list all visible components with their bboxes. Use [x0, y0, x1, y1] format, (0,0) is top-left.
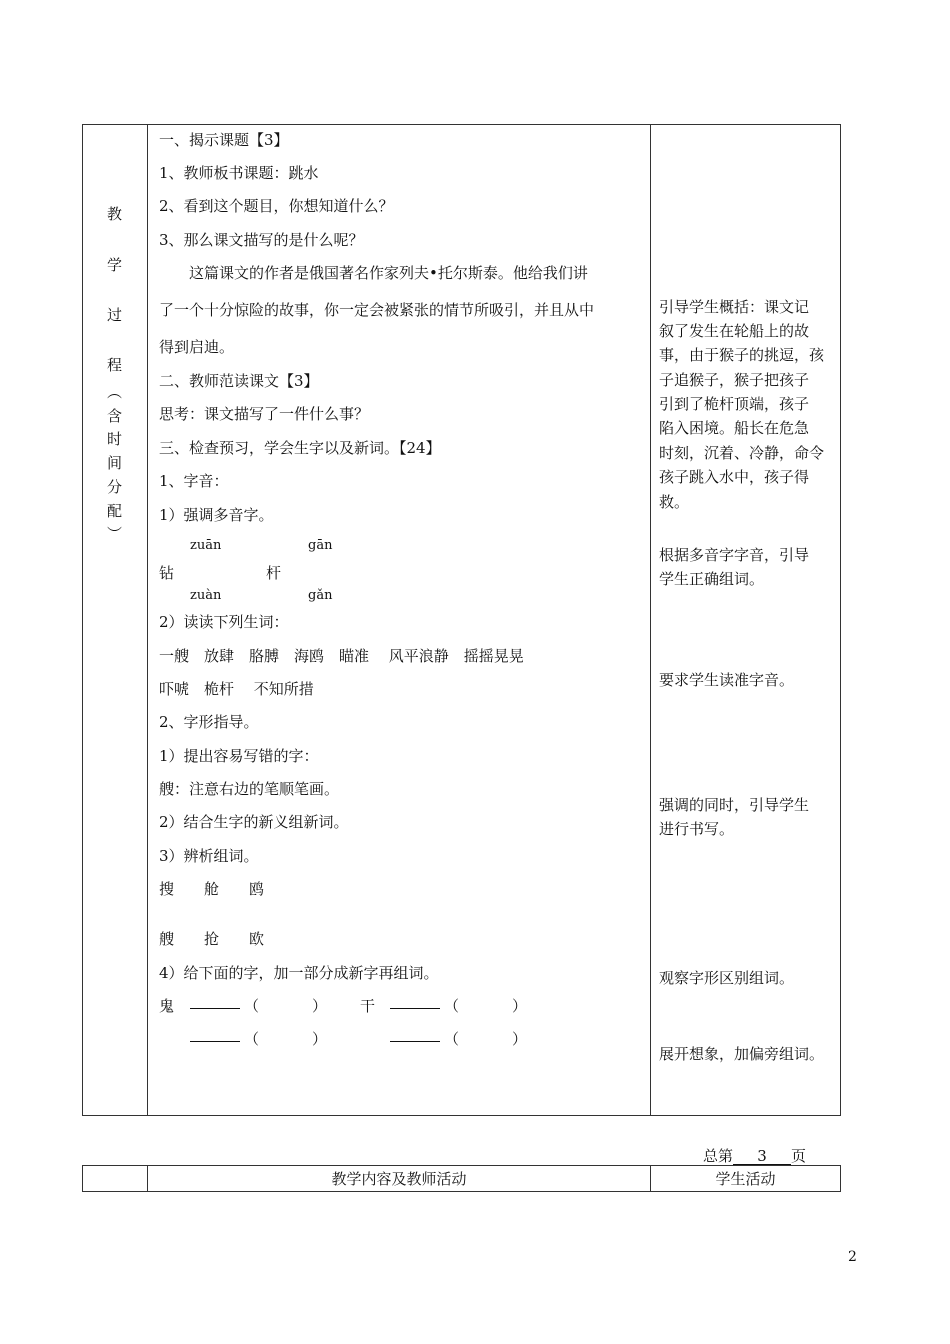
- student-activity-note: 救。: [659, 493, 690, 511]
- fill-char: 干: [360, 997, 376, 1015]
- content-line: 1）强调多音字。: [159, 506, 274, 524]
- content-line: 2、字形指导。: [159, 713, 259, 731]
- side-label-char: 含: [106, 407, 122, 425]
- fill-blank: [190, 1026, 240, 1042]
- vocab-line: 吓唬 桅杆 不知所措: [159, 680, 314, 698]
- side-label-char: ︵: [106, 383, 122, 401]
- student-activity-note: 学生正确组词。: [659, 570, 765, 588]
- side-label-char: 间: [106, 454, 122, 472]
- side-label-char: 程: [106, 356, 122, 374]
- content-line: 3）辨析组词。: [159, 847, 259, 865]
- content-line: 3、那么课文描写的是什么呢？: [159, 231, 364, 249]
- content-line: 2、看到这个题目，你想知道什么？: [159, 197, 394, 215]
- polyphone-char: 钻: [159, 564, 175, 582]
- side-label-char: 时: [106, 430, 122, 448]
- table-bottom-border: [82, 1115, 841, 1116]
- table-col-divider-1: [147, 124, 148, 1116]
- table-right-border: [840, 124, 841, 1116]
- student-activity-note: 孩子跳入水中，孩子得: [659, 468, 810, 486]
- student-activity-note: 引到了桅杆顶端，孩子: [659, 395, 810, 413]
- content-line: 艘：注意右边的笔顺笔画。: [159, 780, 340, 798]
- section-heading: 一、揭示课题【3】: [159, 131, 289, 149]
- content-line: 得到启迪。: [159, 338, 235, 356]
- pinyin-label: zuān: [190, 538, 222, 553]
- side-label-char: 教: [106, 205, 122, 223]
- page-total-suffix: 页: [791, 1147, 807, 1165]
- paren-close: ）: [512, 997, 528, 1015]
- table-col-divider-2: [650, 124, 651, 1116]
- fill-blank: [190, 993, 240, 1009]
- paren-open: （: [444, 997, 460, 1015]
- content-line: 1、教师板书课题：跳水: [159, 164, 319, 182]
- footer-table-left: [82, 1165, 83, 1192]
- side-label-char: 配: [106, 502, 122, 520]
- student-activity-note: 展开想象，加偏旁组词。: [659, 1045, 825, 1063]
- content-line: 2）读读下列生词：: [159, 613, 289, 631]
- content-line: 思考：课文描写了一件什么事？: [159, 405, 370, 423]
- student-activity-note: 时刻，沉着、冷静，命令: [659, 444, 825, 462]
- section-heading: 三、检查预习，学会生字以及新词。【24】: [159, 439, 441, 457]
- pinyin-label: gān: [308, 538, 333, 553]
- paren-close: ）: [512, 1030, 528, 1048]
- student-activity-note: 引导学生概括：课文记: [659, 298, 810, 316]
- page-total: [703, 1145, 806, 1166]
- paren-open: （: [244, 1030, 260, 1048]
- pinyin-label: gǎn: [308, 588, 333, 603]
- fill-blank: [390, 993, 440, 1009]
- fill-blank: [390, 1026, 440, 1042]
- student-activity-note: 根据多音字字音，引导: [659, 546, 810, 564]
- paren-close: ）: [312, 1030, 328, 1048]
- paren-open: （: [244, 997, 260, 1015]
- content-line: 2）结合生字的新义组新词。: [159, 813, 349, 831]
- student-activity-note: 子追猴子，猴子把孩子: [659, 371, 810, 389]
- fill-char: 鬼: [159, 997, 175, 1015]
- student-activity-note: 陷入困境。船长在危急: [659, 419, 810, 437]
- footer-header-content: 教学内容及教师活动: [331, 1170, 467, 1188]
- student-activity-note: 强调的同时，引导学生: [659, 796, 810, 814]
- student-activity-note: 进行书写。: [659, 820, 735, 838]
- student-activity-note: 要求学生读准字音。: [659, 671, 795, 689]
- content-line: 1、字音：: [159, 472, 229, 490]
- vocab-line: 一艘 放肆 胳膊 海鸥 瞄准 风平浪静 摇摇晃晃: [159, 647, 524, 665]
- student-activity-note: 观察字形区别组词。: [659, 969, 795, 987]
- content-line: 1）提出容易写错的字：: [159, 747, 319, 765]
- paren-close: ）: [312, 997, 328, 1015]
- char-compare-line: 搜 舱 鸥: [159, 880, 265, 898]
- student-activity-note: 事，由于猴子的挑逗，孩: [659, 346, 825, 364]
- content-line: 这篇课文的作者是俄国著名作家列夫•托尔斯泰。他给我们讲: [189, 264, 588, 282]
- paren-open: （: [444, 1030, 460, 1048]
- student-activity-note: 叙了发生在轮船上的故: [659, 322, 810, 340]
- footer-table-right: [840, 1165, 841, 1192]
- char-compare-line: 艘 抢 欧: [159, 930, 265, 948]
- side-label-char: ︶: [106, 525, 122, 543]
- polyphone-char: 杆: [266, 564, 282, 582]
- side-label-char: 学: [106, 256, 122, 274]
- content-line: 了一个十分惊险的故事，你一定会被紧张的情节所吸引，并且从中: [159, 301, 595, 319]
- page-total-prefix: 总第: [703, 1147, 734, 1165]
- side-label-char: 分: [106, 478, 122, 496]
- table-top-border: [82, 124, 841, 125]
- section-heading: 二、教师范读课文【3】: [159, 372, 319, 390]
- footer-header-student: 学生活动: [715, 1170, 776, 1188]
- pinyin-label: zuàn: [190, 588, 222, 603]
- side-label-column: [82, 125, 147, 1115]
- page-number: 2: [848, 1249, 857, 1265]
- side-label-char: 过: [106, 306, 122, 324]
- page-total-number: 3: [733, 1148, 791, 1165]
- content-line: 4）给下面的字，加一部分成新字再组词。: [159, 964, 439, 982]
